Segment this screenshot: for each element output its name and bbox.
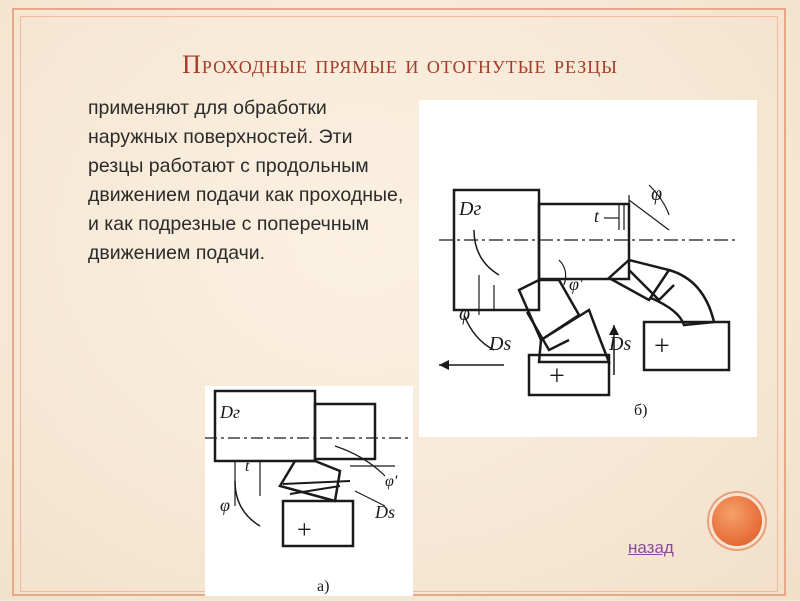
workpiece-small-a [315,404,375,459]
label-plus1: + [549,361,565,392]
label-phi-prime: φ' [569,274,583,294]
label-ds1: Ds [489,333,512,355]
label-phi-prime-a: φ' [385,473,398,490]
figure-b-cutters [419,100,757,437]
label-t-a: t [245,458,250,475]
label-t: t [594,206,600,226]
workpiece-small [539,204,629,279]
label-plus2: + [654,331,670,362]
label-phi-a: φ [220,495,230,515]
slide-title: Проходные прямые и отогнутые резцы [182,50,618,79]
decorative-circle [712,496,762,546]
label-phi-left: φ [459,303,471,325]
body-text: применяют для обработки наружных поверхностей. Эти резцы работают с продольным движением подачи как проходные, и как подрезные с поперечным движением подачи. [88,97,404,264]
label-dr: Dг [459,198,482,220]
label-ds2: Ds [609,333,632,355]
label-dr-a: Dг [220,402,241,422]
figure-a-cutter [205,386,413,596]
cutter-a-body [283,501,353,546]
label-plus-a: + [297,515,312,544]
label-ds-a: Ds [375,502,396,522]
caption-b: б) [634,402,648,419]
caption-a: а) [317,578,330,595]
back-link[interactable]: назад [628,538,674,557]
label-phi: φ [651,183,663,205]
